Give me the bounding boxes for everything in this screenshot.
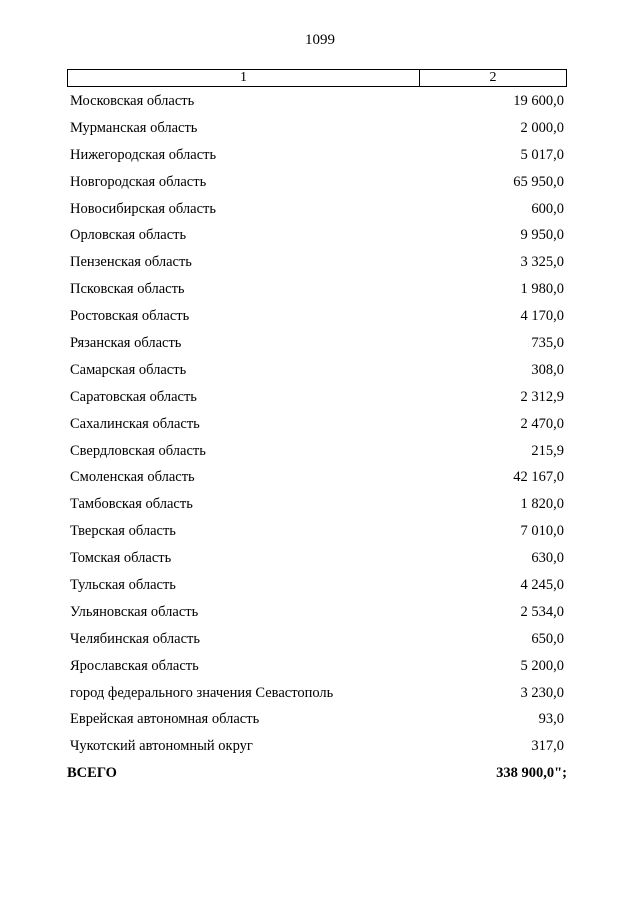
region-name: Сахалинская область	[70, 415, 200, 432]
region-name: Ярославская область	[70, 657, 199, 674]
region-name: Еврейская автономная область	[70, 711, 260, 728]
region-name: Рязанская область	[70, 334, 182, 351]
page-number: 1099	[305, 32, 335, 48]
table-row	[70, 680, 564, 707]
table-row	[70, 733, 564, 760]
region-value: 1 820,0	[520, 496, 564, 513]
table-row	[70, 626, 564, 653]
region-value: 2 000,0	[520, 119, 564, 136]
region-value: 600,0	[531, 200, 564, 217]
table-row	[70, 599, 564, 626]
region-name: Саратовская область	[70, 388, 197, 405]
region-value: 42 167,0	[513, 469, 564, 486]
table-row	[70, 572, 564, 599]
region-value: 4 245,0	[520, 576, 564, 593]
region-name: Мурманская область	[70, 119, 198, 136]
column-header-2: 2	[489, 70, 497, 85]
region-name: Новгородская область	[70, 173, 207, 190]
total-label: ВСЕГО	[67, 765, 117, 781]
region-value: 2 312,9	[520, 388, 564, 405]
table-row	[70, 169, 564, 196]
region-name: Псковская область	[70, 281, 185, 298]
region-name: Тульская область	[70, 576, 176, 593]
region-value: 65 950,0	[513, 173, 564, 190]
region-name: город федерального значения Севастополь	[70, 684, 334, 701]
region-value: 215,9	[531, 442, 564, 459]
region-value: 19 600,0	[513, 92, 564, 109]
table-row	[70, 115, 564, 142]
table-row	[70, 276, 564, 303]
table-header	[67, 69, 567, 87]
table-row	[70, 491, 564, 518]
region-value: 2 470,0	[520, 415, 564, 432]
table-row	[70, 464, 564, 491]
region-value: 4 170,0	[520, 308, 564, 325]
region-name: Новосибирская область	[70, 200, 216, 217]
region-name: Чукотский автономный округ	[70, 738, 253, 755]
table-row	[70, 196, 564, 223]
region-value: 1 980,0	[520, 281, 564, 298]
region-name: Тамбовская область	[70, 496, 193, 513]
table-row	[70, 438, 564, 465]
region-value: 735,0	[531, 334, 564, 351]
region-value: 317,0	[531, 738, 564, 755]
region-value: 93,0	[538, 711, 564, 728]
table-row	[70, 357, 564, 384]
region-name: Смоленская область	[70, 469, 195, 486]
region-value: 650,0	[531, 630, 564, 647]
region-value: 5 017,0	[520, 146, 564, 163]
region-name: Ростовская область	[70, 308, 190, 325]
column-header-1: 1	[68, 70, 420, 86]
table-row	[70, 653, 564, 680]
table-row	[70, 330, 564, 357]
region-name: Свердловская область	[70, 442, 206, 459]
total-value: 338 900,0";	[496, 765, 567, 781]
region-name: Томская область	[70, 550, 172, 567]
region-name: Самарская область	[70, 361, 187, 378]
region-name: Московская область	[70, 92, 195, 109]
table-row	[70, 518, 564, 545]
total-row	[67, 765, 567, 782]
region-value: 630,0	[531, 550, 564, 567]
region-value: 5 200,0	[520, 657, 564, 674]
region-value: 2 534,0	[520, 603, 564, 620]
table-row	[70, 384, 564, 411]
table-row	[70, 411, 564, 438]
table-row	[70, 88, 564, 115]
region-name: Челябинская область	[70, 630, 200, 647]
table-row	[70, 249, 564, 276]
region-value: 3 230,0	[520, 684, 564, 701]
region-name: Тверская область	[70, 523, 176, 540]
table-row	[70, 142, 564, 169]
table-row	[70, 303, 564, 330]
region-value: 308,0	[531, 361, 564, 378]
table-body	[70, 88, 564, 760]
region-value: 3 325,0	[520, 254, 564, 271]
table-row	[70, 545, 564, 572]
region-value: 7 010,0	[520, 523, 564, 540]
region-name: Ульяновская область	[70, 603, 199, 620]
region-value: 9 950,0	[520, 227, 564, 244]
region-name: Нижегородская область	[70, 146, 217, 163]
table-row	[70, 706, 564, 733]
table-row	[70, 222, 564, 249]
region-name: Орловская область	[70, 227, 187, 244]
region-name: Пензенская область	[70, 254, 192, 271]
